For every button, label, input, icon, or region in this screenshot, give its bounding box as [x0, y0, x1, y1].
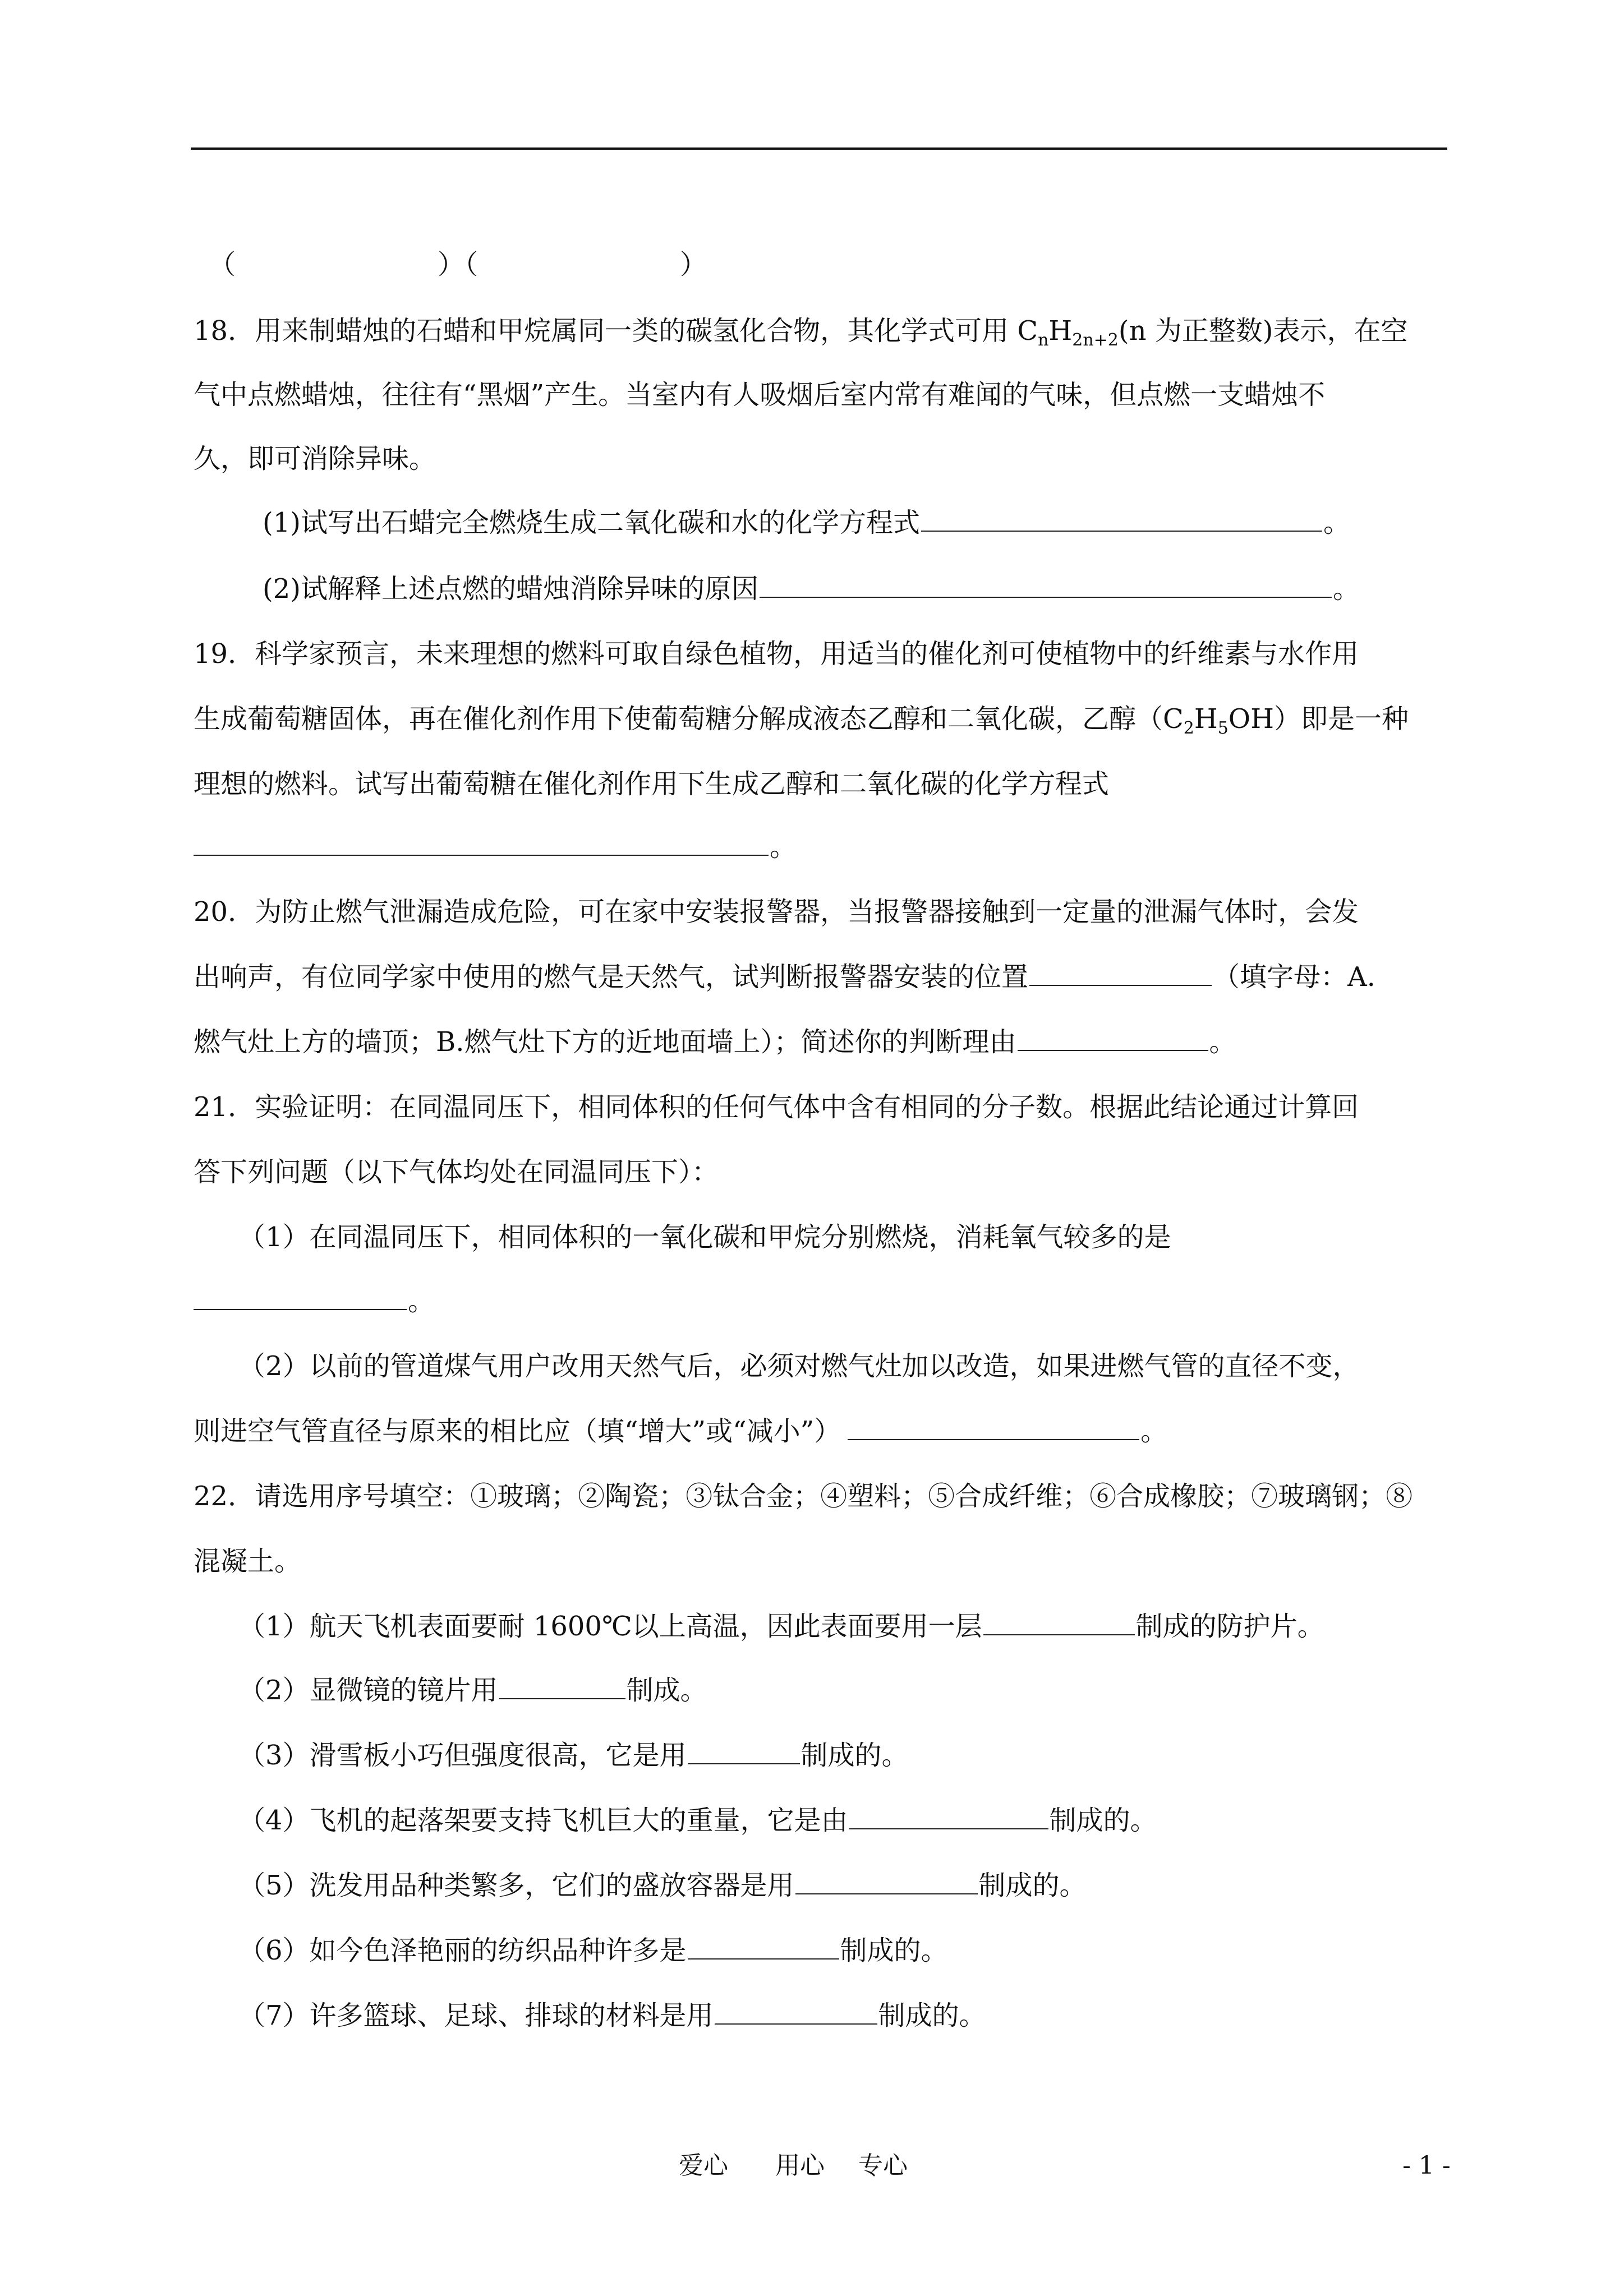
answer-blank[interactable] [1018, 1025, 1208, 1051]
header-rule [191, 147, 1447, 150]
q18-sub2: (2)试解释上述点燃的蜡烛消除异味的原因 。 [263, 573, 1360, 605]
q20-line2: 出响声，有位同学家中使用的燃气是天然气，试判断报警器安装的位置 （填字母：A. [194, 961, 1375, 993]
footer-motto-1: 爱心 [679, 2151, 728, 2180]
answer-blank[interactable] [848, 1414, 1139, 1440]
q18-line1: 18．用来制蜡烛的石蜡和甲烷属同一类的碳氢化合物，其化学式可用 $C_nH_{2n+2}(n$ 为正整数)表示，在空 [194, 315, 1408, 350]
q22-item-2: （2）显微镜的镜片用 制成。 [238, 1675, 707, 1706]
q18-line3: 久，即可消除异味。 [194, 443, 436, 474]
q19-line3: 理想的燃料。试写出葡萄糖在催化剂作用下生成乙醇和二氧化碳的化学方程式 [194, 768, 1110, 800]
q22-line2: 混凝土。 [194, 1546, 302, 1577]
q22-item-4: （4）飞机的起落架要支持飞机巨大的重量，它是由 制成的。 [238, 1805, 1157, 1836]
answer-blank[interactable] [194, 830, 769, 856]
answer-blank[interactable] [688, 1739, 800, 1764]
q18-line2: 气中点燃蜡烛，往往有“黑烟”产生。当室内有人吸烟后室内常有难闻的气味，但点燃一支蜡烛不 [194, 379, 1326, 411]
answer-blank[interactable] [715, 1999, 877, 2025]
page-number: - 1 - [1402, 2151, 1451, 2180]
answer-blank[interactable] [499, 1673, 625, 1699]
q21-sub1-answer: 。 [194, 1283, 435, 1319]
q22-item-7: （7）许多篮球、足球、排球的材料是用 制成的。 [238, 2000, 986, 2031]
answer-blank[interactable] [795, 1869, 978, 1894]
q21-sub2-line1: （2）以前的管道煤气用户改用天然气后，必须对燃气灶加以改造，如果进燃气管的直径不变， [238, 1350, 1360, 1382]
q21-line2: 答下列问题（以下气体均处在同温同压下）： [194, 1156, 719, 1188]
answer-blank[interactable] [194, 1284, 407, 1310]
q22-item-6: （6）如今色泽艳丽的纺织品种许多是 制成的。 [238, 1935, 948, 1966]
q22-line1: 22．请选用序号填空：①玻璃；②陶瓷；③钛合金；④塑料；⑤合成纤维；⑥合成橡胶；⑦玻璃钢；⑧ [194, 1481, 1413, 1512]
q21-sub1: （1）在同温同压下，相同体积的一氧化碳和甲烷分别燃烧，消耗氧气较多的是 [238, 1221, 1171, 1253]
q19-line4: 。 [194, 829, 797, 865]
footer-motto-2: 用心 [775, 2151, 825, 2180]
q20-line3: 燃气灶上方的墙顶；B.燃气灶下方的近地面墙上）；简述你的判断理由 。 [194, 1026, 1236, 1058]
q19-line2: 生成葡萄糖固体，再在催化剂作用下使葡萄糖分解成液态乙醇和二氧化碳，乙醇$(C_2H_5OH)$即是一种 [194, 703, 1409, 738]
q20-line1: 20．为防止燃气泄漏造成危险，可在家中安装报警器，当报警器接触到一定量的泄漏气体时，会发 [194, 896, 1359, 928]
q21-line1: 21．实验证明：在同温同压下，相同体积的任何气体中含有相同的分子数。根据此结论通过计算回 [194, 1091, 1359, 1123]
q22-item-3: （3）滑雪板小巧但强度很高，它是用 制成的。 [238, 1740, 909, 1771]
answer-blank[interactable] [1029, 960, 1212, 986]
answer-blank[interactable] [983, 1610, 1135, 1635]
answer-blank[interactable] [921, 506, 1322, 532]
q19-line1: 19．科学家预言，未来理想的燃料可取自绿色植物，用适当的催化剂可使植物中的纤维素与水作用 [194, 638, 1359, 670]
answer-parens: （ ）（ ） [209, 249, 707, 280]
q21-sub2-line2: 则进空气管直径与原来的相比应（填“增大”或“减小”） 。 [194, 1416, 1168, 1447]
answer-blank[interactable] [760, 572, 1332, 598]
q22-item-1: （1）航天飞机表面要耐 1600℃以上高温，因此表面要用一层 制成的防护片。 [238, 1611, 1324, 1642]
answer-blank[interactable] [688, 1934, 839, 1960]
q22-item-5: （5）洗发用品种类繁多，它们的盛放容器是用 制成的。 [238, 1870, 1087, 1901]
footer-motto-3: 专心 [858, 2151, 908, 2180]
answer-blank[interactable] [849, 1804, 1048, 1829]
q18-sub1: (1)试写出石蜡完全燃烧生成二氧化碳和水的化学方程式 。 [263, 507, 1351, 538]
